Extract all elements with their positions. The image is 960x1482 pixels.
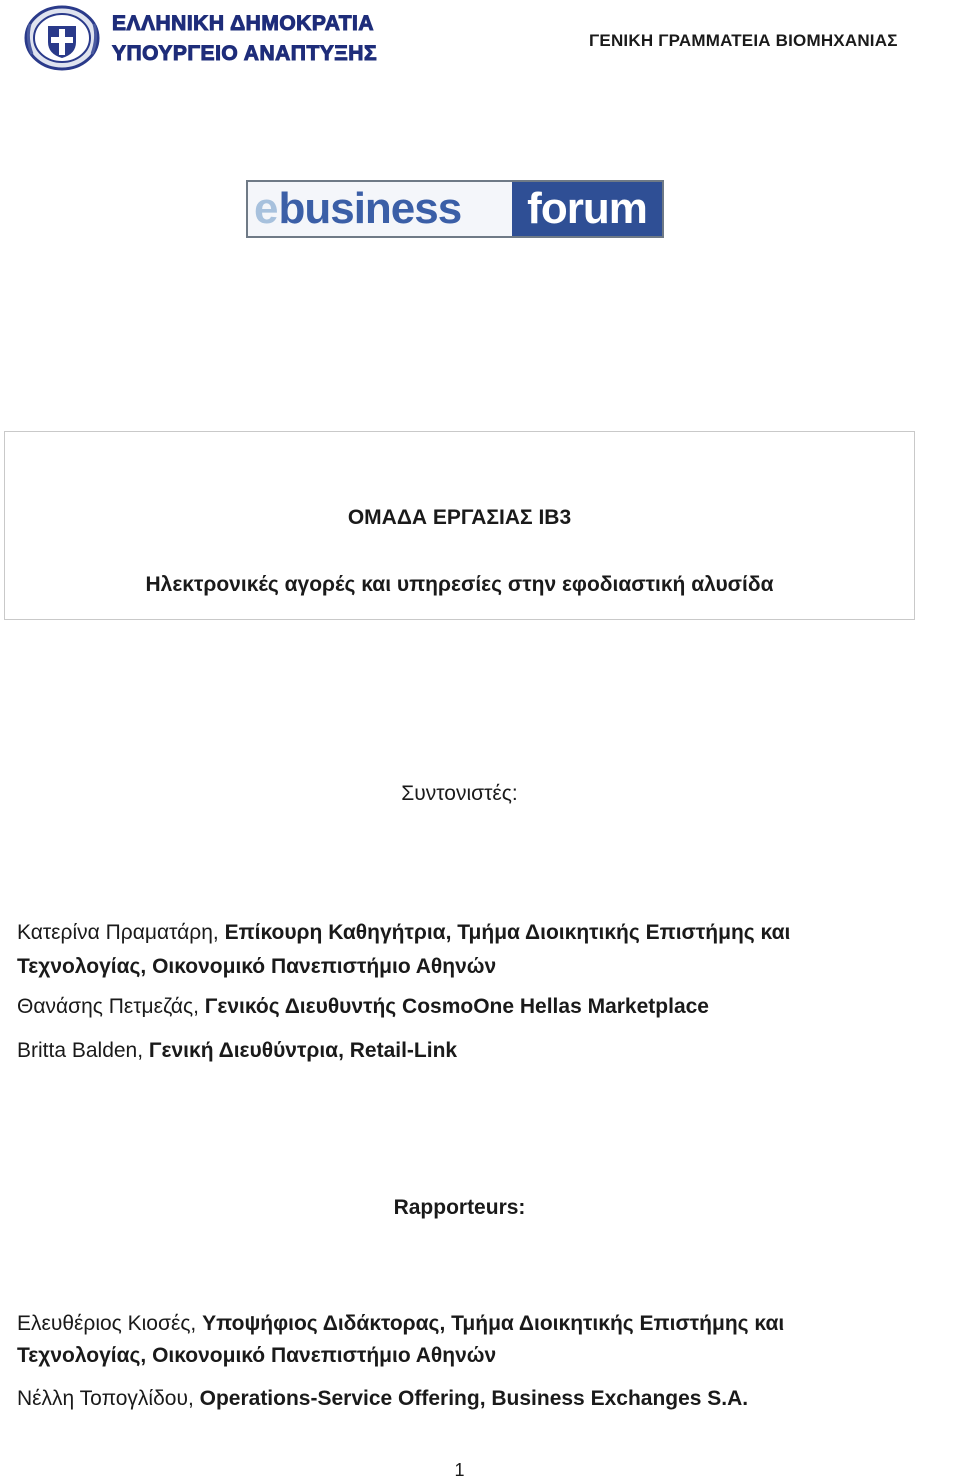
coordinator-entry [17, 990, 917, 1024]
person-role: Υποψήφιος Διδάκτορας, Τμήμα Διοικητικής Επιστήμης και Τεχνολογίας, Οικονομικό Πανεπιστήμιο Αθηνών [17, 1312, 785, 1367]
person-name: Ελευθέριος Κιοσές, [17, 1312, 203, 1335]
person-name: Θανάσης Πετμεζάς, [17, 995, 205, 1018]
person-name: Νέλλη Τοπογλίδου, [17, 1387, 200, 1410]
person-role: Operations-Service Offering, Business Exchanges S.A. [199, 1387, 749, 1410]
coordinators-heading: Συντονιστές: [401, 782, 518, 805]
rapporteur-entry [17, 1308, 917, 1372]
secretariat-name: ΓΕΝΙΚΗ ΓΡΑΜΜΑΤΕΙΑ ΒΙΟΜΗΧΑΝΙΑΣ [589, 31, 898, 50]
ebusiness-forum-logo [246, 180, 664, 238]
logo-left-part [248, 182, 512, 236]
person-role: Γενική Διευθύντρια, Retail-Link [148, 1039, 458, 1062]
logo-right-part [512, 182, 662, 236]
person-name: Κατερίνα Πραματάρη, [17, 921, 225, 944]
rapporteur-entry [17, 1382, 917, 1416]
rapporteurs-heading: Rapporteurs: [393, 1196, 526, 1219]
greek-republic-seal-icon [22, 4, 104, 72]
government-name-line1: ΕΛΛΗΝΙΚΗ ΔΗΜΟΚΡΑΤΙΑ [112, 12, 375, 35]
page-number: 1 [454, 1460, 465, 1480]
ministry-name-line2: ΥΠΟΥΡΓΕΙΟ ΑΝΑΠΤΥΞΗΣ [112, 42, 378, 65]
logo-business-word: business [278, 184, 462, 233]
coordinator-entry [17, 916, 917, 984]
logo-forum-word: forum [527, 184, 647, 233]
working-group-title: ΟΜΑΔΑ ΕΡΓΑΣΙΑΣ ΙΒ3 [347, 506, 572, 529]
person-role: Επίκουρη Καθηγήτρια, Τμήμα Διοικητικής Επιστήμης και Τεχνολογίας, Οικονομικό Πανεπιστήμιο Αθηνών [17, 921, 791, 978]
person-name: Britta Balden, [17, 1039, 149, 1062]
logo-e-letter: e [254, 184, 279, 233]
coordinator-entry [17, 1034, 917, 1068]
working-group-subtitle: Ηλεκτρονικές αγορές και υπηρεσίες στην εφοδιαστική αλυσίδα [145, 573, 774, 596]
person-role: Γενικός Διευθυντής CosmoOne Hellas Marketplace [204, 995, 709, 1018]
